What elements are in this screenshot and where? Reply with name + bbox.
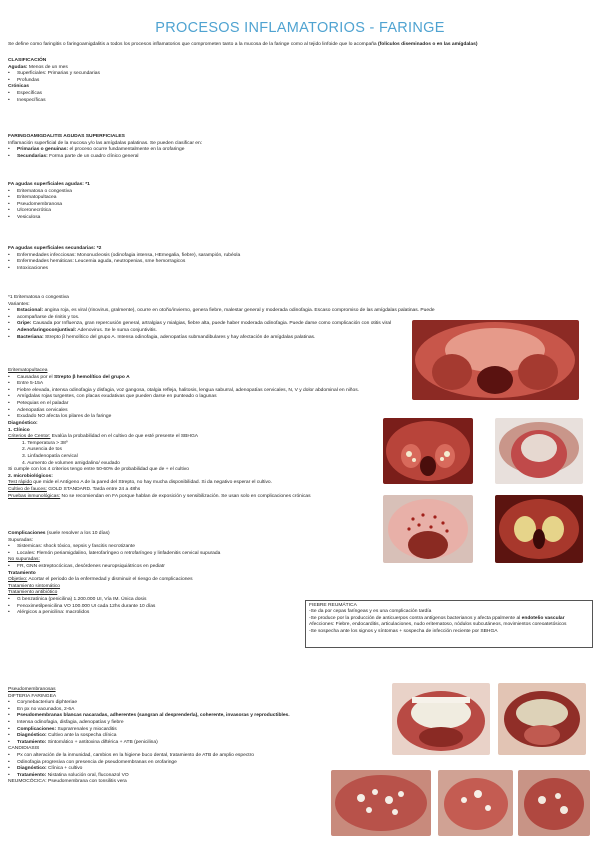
- culture-label: Cultivo de fauces:: [8, 486, 47, 492]
- item-text: angina roja, es viral (rinovirus, gralmente), ocurre en otoño/invierno, genera fiebre, malestar general y moderada odinofagia. Escaso compromiso de las amígdalas palatinas. Puede: [43, 308, 435, 314]
- list-item: • Alérgicos a penicilina: macrolidos: [8, 610, 220, 617]
- micro-label: 2. microbiológicos:: [8, 473, 53, 479]
- complications-heading: Complicaciones: [8, 531, 46, 536]
- intro-text: Se define como faringitis o faringoamigdalitis a todos los procesos inflamatorios que comprometen tanto a la mucosa de la faringe como al tejido linfoide que lo acompaña: [8, 42, 378, 47]
- diphtheria-photo-2: [498, 683, 586, 755]
- item-text: Clínica + cultivo: [46, 766, 83, 772]
- criterion: 1. Temperatura > 38º: [22, 440, 68, 446]
- rapid-text: que mide el Antígeno A de la pared del Strepto, no hay mucha disponibilidad. Si da negativo esperar el cultivo.: [31, 480, 273, 486]
- list-item-cont: • acompañarse de rinitis y tos.: [8, 315, 435, 322]
- treatment-label: Tratamiento: [8, 570, 36, 576]
- candida-photo-2: [438, 770, 513, 836]
- pseudomembranous-section: [8, 687, 290, 786]
- superficial-heading: FARINGOAMIGDALITIS AGUDAS SUPERFICIALES: [8, 134, 125, 139]
- list-item: • Intoxicaciones: [8, 266, 240, 273]
- objective-text: Acortar el periodo de la enfermedad y disminuir el riesgo de complicaciones: [27, 577, 193, 583]
- rapid-label: Test rápido: [8, 480, 32, 486]
- criteria-note: Si cumple con los 4 criterios tengo entre 50-60% de probabilidad que de + el cultivo: [8, 467, 189, 473]
- classification-section: [8, 58, 100, 104]
- symptomatic-label: Tratamiento sintomático: [8, 583, 61, 589]
- item-bold: Estacional:: [17, 308, 44, 314]
- pseudo-heading: Pseudomembranosas: [8, 687, 56, 692]
- superficial-text: Inflamación superficial de la mucosa y/o las amígdalas palatinas. Se pueden clasificar en:: [8, 140, 203, 146]
- item-bold: Primarias o genuinas:: [17, 147, 69, 153]
- item-text: Forma parte de un cuadro clínico general: [47, 153, 139, 159]
- rheumatic-bold: endotelio vascular: [521, 615, 565, 621]
- list-item: • Específicas: [8, 91, 100, 98]
- secondary-section: [8, 246, 240, 272]
- erythematous-heading: *1 Eritematosa o congestiva: [8, 295, 69, 300]
- diagnosis-section: [8, 421, 311, 500]
- list-item: • Intensa odinofagia, disfagia, adenopatías y fiebre: [8, 720, 290, 727]
- list-item: [8, 335, 435, 342]
- clinical-label: 1. Clínico: [8, 427, 30, 433]
- superficial-section: [8, 134, 202, 160]
- intro-paragraph: [8, 42, 592, 48]
- item-text: el proceso ocurre fundamentalmente en la orofaringe: [68, 147, 185, 153]
- intro-bold: (folículos diseminados o en las amígdalas): [378, 42, 478, 47]
- chronic-label: Crónicas: [8, 84, 29, 90]
- rheumatic-line: -Se sospecha ante los signos y síntomas + sospecha de infección reciente por SBHGA: [309, 628, 498, 634]
- immuno-text: No se recomiendan en FA porque hablan de exposición y sensibilización. Se usan solo en complicaciones crónicas: [60, 493, 311, 499]
- pultacea-heading: Eritematopultacea: [8, 368, 48, 373]
- list-item: [8, 154, 202, 161]
- petechiae-photo: [383, 495, 473, 563]
- page-title: PROCESOS INFLAMATORIOS - FARINGE: [155, 20, 445, 36]
- list-item: [8, 308, 435, 315]
- list-item: • Eritematosa o congestiva: [8, 189, 90, 196]
- list-item: [8, 740, 290, 747]
- throat-photo: [412, 320, 579, 400]
- item-bold: Adenofaringoconjuntival:: [17, 327, 77, 333]
- primary-heading: FA agudas superficiales agudas: *1: [8, 182, 90, 187]
- list-item: • Pseudomembranas blancas nacaradas, adherentes (sangran al desprenderla), coherente, invasoras y reproductibles.: [8, 713, 290, 720]
- list-item: • Adenopatías cervicales: [8, 408, 359, 415]
- item-text: Causada por Influenza, gran repercusión general, artralgias y mialgias, fiebre alta, puede haber moderada odinofagia. Puede darse como complicación con otitis viral: [31, 321, 392, 327]
- acute-text: Menos de un mes: [27, 64, 68, 70]
- item-text: Suprarrenales y miocarditis: [56, 726, 117, 732]
- rheumatic-line: Afecciones: Fiebre, endocarditis, articulaciones, nudo eritematoso, nódulos subcutáneos, movimientos coreoatetósicos: [309, 622, 567, 628]
- pneumo-line: NEUMOCÓCICA: Pseudomembrana con tonsilitis vera: [8, 779, 127, 785]
- centor-text: Evalúa la probabilidad en el cultivo de que esté presente el SBHGA: [50, 434, 199, 440]
- tongue-photo: [495, 418, 583, 484]
- list-item: • Corynebacterium diphteriae: [8, 700, 290, 707]
- complications-suffix: (suele resolver a los 10 días): [45, 531, 110, 536]
- centor-line: [8, 434, 311, 441]
- criterion: 4. Aumento de volumen amigdalino/ exudado: [22, 460, 120, 466]
- list-item: [8, 147, 202, 154]
- item-text: Cultivo ante la sospecha clínica: [46, 733, 117, 739]
- item-bold: Complicaciones:: [17, 726, 57, 732]
- antibiotic-label: Tratamiento antibiótico: [8, 590, 58, 596]
- item-bold: Strepto β hemolítico del grupo A: [53, 374, 130, 380]
- exudate-photo: [495, 495, 583, 563]
- complications-section: [8, 531, 220, 617]
- complications-line: [8, 531, 220, 538]
- diphtheria-heading: DIFTERIA FARINGEA: [8, 693, 57, 699]
- list-item: • Profundas: [8, 78, 100, 85]
- list-item: • Sistemicas: shock tóxico, sepsis y fascitis necrotizante: [8, 544, 220, 551]
- item-text: Strepto β hemolítico del grupo A. Intensa odinofagia, adenopatías submandibulares y hay afectación de amígdalas palatinas.: [43, 334, 316, 340]
- list-item: • Exudado NO afecta los pilares de la faringe: [8, 414, 359, 421]
- list-item: • Odinofagia progresiva con presencia de pseudomembranas en orofaringe: [8, 760, 290, 767]
- item-bold: Tratamiento:: [17, 739, 47, 745]
- primary-section: [8, 182, 90, 222]
- list-item: • Fiebre elevada, intensa odinofagia y disfagia, voz gangosa, otalgia refleja, halitosis, lengua saburral, adenopatías cervicales, N, V y dolor abdominal en niños.: [8, 388, 359, 395]
- pultacea-section: [8, 368, 359, 421]
- list-item: [8, 328, 435, 335]
- item-text: Adenovirus. Se le suma conjuntivitis.: [76, 327, 157, 333]
- list-item: • FR, GNN estreptocócicas, desórdenes neuropsiquiátricos en pediatr: [8, 564, 220, 571]
- list-item: • Pseudomembranosa: [8, 202, 90, 209]
- list-item: • Entre 5-15A: [8, 381, 359, 388]
- secondary-heading: FA agudas superficiales secundarias: *2: [8, 246, 102, 251]
- list-item: • Fenoximetilpenicilina VO 100.000 UI cada 12hs durante 10 días: [8, 604, 220, 611]
- item-bold: Secundarias:: [17, 153, 48, 159]
- acute-label: Agudas:: [8, 64, 28, 70]
- list-item: • Petequias en el paladar: [8, 401, 359, 408]
- immuno-label: Pruebas inmunológicas:: [8, 493, 61, 499]
- culture-text: GOLD STANDARD. Tarda entre 24 a 48hs: [46, 486, 141, 492]
- item-text: Sintomático + antitoxina diftérica + ATB (penicilina): [46, 739, 158, 745]
- rapid-line: [8, 480, 311, 487]
- list-item: • Enfermedades hemáticas: Leucemia aguda, neutropenias, sme hemorragicos: [8, 259, 240, 266]
- nonsupp-label: No supuradas:: [8, 557, 40, 563]
- item-text: Causadas por el: [17, 374, 54, 380]
- list-item: [8, 321, 435, 328]
- objective-label: Objetivo:: [8, 577, 28, 583]
- list-item: [8, 766, 290, 773]
- list-item: • En px no vacunados, 2-6A: [8, 707, 290, 714]
- diagnosis-heading: Diagnóstico:: [8, 421, 38, 426]
- list-item: [8, 773, 290, 780]
- list-item: [8, 375, 359, 382]
- objective-line: [8, 577, 220, 584]
- item-bold: Diagnóstico:: [17, 766, 47, 772]
- criterion: 3. Linfadenopatía cervical: [22, 453, 78, 459]
- candida-photo-3: [518, 770, 590, 836]
- rheumatic-line: -Se da por cepas faríngeas y es una complicación tardía: [309, 609, 432, 615]
- culture-line: [8, 487, 311, 494]
- list-item: • Enfermedades infecciosas: Mononucleosis (odinofagia intensa, HEmegalia, fiebre), sarampión, rubéola: [8, 253, 240, 260]
- rheumatic-heading: FIEBRE REUMÁTICA: [309, 603, 357, 608]
- rheumatic-fever-box: [305, 600, 593, 648]
- list-item: • Superficiales: Primarias y secundarias: [8, 71, 100, 78]
- supp-label: Supuradas:: [8, 537, 34, 543]
- item-bold: Bacteriana:: [17, 334, 44, 340]
- list-item: • Ulceronecrótica: [8, 208, 90, 215]
- classification-heading: CLASIFICACIÓN: [8, 58, 47, 63]
- candida-photo: [331, 770, 431, 836]
- rheumatic-text: -Se produce por la producción de anticuerpos contra antígenos bacterianos y afecta ppalmente al: [309, 615, 522, 621]
- immuno-line: [8, 494, 311, 501]
- list-item: • Px con alteración de la inmunidad, cambios en la higiene buco dental, tratamiento de ATB de amplio espectro: [8, 753, 290, 760]
- tonsil-photo: [383, 418, 473, 484]
- list-item: • Vesiculosa: [8, 215, 90, 222]
- criterion: 2. Ausencia de tos: [22, 447, 62, 453]
- candida-heading: CANDIDIASIS: [8, 746, 40, 752]
- item-bold: Tratamiento:: [17, 772, 47, 778]
- diphtheria-photo: [392, 683, 490, 755]
- centor-label: Criterios de Centor:: [8, 434, 51, 440]
- list-item: • Locales: Flemón periamigdalino, laterofaríngeo o retrofaríngeo y linfadenitis cervical supurada: [8, 551, 220, 558]
- variants-label: Variantes:: [8, 301, 30, 307]
- list-item: • Eritematopultacea: [8, 195, 90, 202]
- item-text: Nistatina solución oral, fluconazol VO: [46, 772, 129, 778]
- list-item: • Amígdalas rojas turgentes, con placas exudativas que pueden darse en punteado o lagunas: [8, 394, 359, 401]
- list-item: • Inespecíficas: [8, 98, 100, 105]
- list-item: [8, 733, 290, 740]
- item-bold: Gripe:: [17, 321, 32, 327]
- item-bold: Diagnóstico:: [17, 733, 47, 739]
- list-item: • G benzatínica (penicilina) 1.200.000 UI, Vía IM. Única dosis: [8, 597, 220, 604]
- erythematous-section: [8, 295, 435, 341]
